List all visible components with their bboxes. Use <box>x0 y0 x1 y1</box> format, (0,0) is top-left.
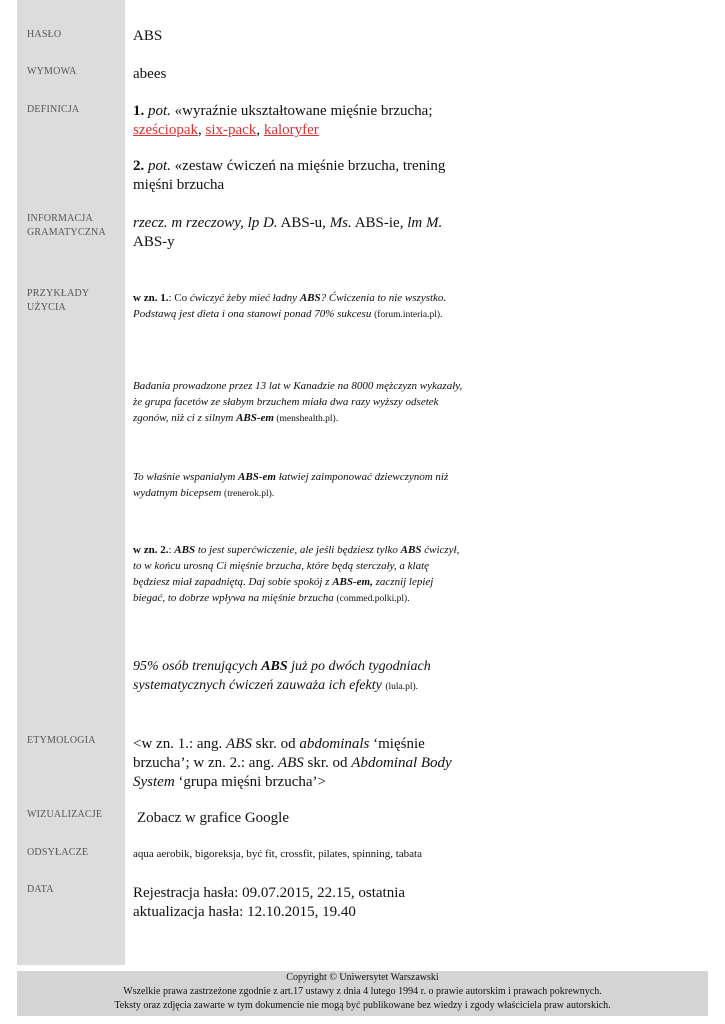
example-5 <box>133 657 473 697</box>
grammar-info <box>133 214 468 252</box>
separator: , <box>256 122 264 138</box>
example-text: ? Ćwiczenia to nie wszystko. Podstawą jest dieta i ona stanowi ponad 70% sukcesu <box>133 292 447 320</box>
example-source: (trenerok.pl). <box>224 489 275 499</box>
grammar-form: ABS-ie, <box>351 215 408 231</box>
label-line: PRZYKŁADY <box>27 288 90 299</box>
definition-1 <box>133 102 468 140</box>
example-keyword: ABS <box>400 544 422 556</box>
etymology-term: ABS <box>277 755 304 771</box>
rights-line: Teksty oraz zdjęcia zawarte w tym dokumencie nie mogą być publikowane bez wiedzy i zgody właściciela praw autorskich. <box>114 1000 611 1011</box>
headword: ABS <box>133 28 163 44</box>
example-source: (menshealth.pl). <box>273 414 339 424</box>
definition-2 <box>133 157 468 195</box>
example-4 <box>133 542 463 607</box>
label-definicja: DEFINICJA <box>27 104 80 115</box>
definition-text: «zestaw ćwiczeń na mięśnie brzucha, trening mięśni brzucha <box>133 158 446 193</box>
etymology-text: ‘grupa mięśni brzucha’> <box>174 774 326 790</box>
label-haslo: HASŁO <box>27 29 62 40</box>
definition-number: 2. <box>133 158 145 174</box>
link-six-pack[interactable]: six-pack <box>205 122 257 138</box>
label-informacja-gramatyczna <box>27 212 123 240</box>
grammar-form: ABS-u, <box>277 215 330 231</box>
label-etymologia: ETYMOLOGIA <box>27 735 96 746</box>
label-data: DATA <box>27 884 54 895</box>
example-1 <box>133 290 473 323</box>
separator: : <box>168 544 175 556</box>
example-source: (commed.polki.pl). <box>336 594 410 604</box>
pronunciation: abees <box>133 66 167 82</box>
example-text: już po dwóch tygodniach systematycznych ćwiczeń zauważa ich efekty <box>133 659 431 693</box>
example-keyword: ABS-em, <box>332 576 373 588</box>
label-line: UŻYCIA <box>27 302 66 313</box>
example-text: To właśnie wspaniałym <box>133 471 239 483</box>
label-wizualizacje: WIZUALIZACJE <box>27 809 103 820</box>
example-3 <box>133 469 473 502</box>
etymology-term: Abdominal Body System <box>133 755 452 790</box>
google-images-link[interactable]: Zobacz w grafice Google <box>137 810 290 826</box>
copyright-line: Copyright © Uniwersytet Warszawski <box>286 972 439 983</box>
example-2 <box>133 378 473 427</box>
grammar-form: ABS-y <box>133 234 175 250</box>
example-text: Co <box>174 292 190 304</box>
register-label: pot. <box>148 103 171 119</box>
etymology-text: ‘mięśnie brzucha’; w zn. 2.: ang. <box>133 736 425 771</box>
example-keyword: ABS <box>299 292 321 304</box>
etymology-text: skr. od <box>303 755 352 771</box>
example-source: (lula.pl). <box>385 682 419 692</box>
example-keyword: ABS-em <box>236 412 274 424</box>
separator: , <box>197 122 206 138</box>
rights-line: Wszelkie prawa zastrzeżone zgodnie z art.17 ustawy z dnia 4 lutego 1994 r. o prawie autorskim i prawach pokrewnych. <box>123 986 602 997</box>
label-odsylacze: ODSYŁACZE <box>27 847 89 858</box>
register-label: pot. <box>148 158 171 174</box>
example-keyword: ABS-em <box>238 471 276 483</box>
example-text: 95% osób trenujących <box>133 659 262 674</box>
example-keyword: ABS <box>174 544 196 556</box>
grammar-part: lm M. <box>407 215 443 231</box>
example-source: (forum.interia.pl). <box>374 310 443 320</box>
separator: : <box>168 292 175 304</box>
link-szesciopak[interactable]: sześciopak <box>133 122 198 138</box>
example-text: to jest superćwiczenie, ale jeśli będziesz tylko <box>195 544 401 556</box>
label-line: INFORMACJA <box>27 213 93 224</box>
example-text: ćwiczył, to w końcu urosną Ci mięśnie brzucha, które będą sterczały, a klatę będziesz miał zapadniętą. Daj sobie spokój z <box>133 544 460 588</box>
definition-text: «wyraźnie ukształtowane mięśnie brzucha; <box>174 103 433 119</box>
example-text: Badania prowadzone przez 13 lat w Kanadzie na 8000 mężczyzn wykazały, że grupa facetów ze słabym brzuchem miała dwa razy wyższy odsetek zgonów, niż ci z silnym <box>133 380 463 424</box>
grammar-part: rzecz. m rzeczowy, lp D. <box>133 215 278 231</box>
definition-number: 1. <box>133 103 145 119</box>
label-line: GRAMATYCZNA <box>27 227 106 238</box>
etymology-term: abdominals <box>299 736 370 752</box>
example-keyword: ABS <box>261 659 288 674</box>
example-text: ćwiczyć żeby mieć ładny <box>189 292 300 304</box>
example-text: zacznij lepiej biegać, to dobrze wpływa na mięśnie brzucha <box>133 576 434 604</box>
etymology <box>133 735 468 792</box>
cross-references: aqua aerobik, bigoreksja, być fit, crossfit, pilates, spinning, tabata <box>133 848 422 860</box>
sense-ref: w zn. 2. <box>133 544 169 556</box>
etymology-term: ABS <box>226 736 252 752</box>
link-kaloryfer[interactable]: kaloryfer <box>263 122 319 138</box>
grammar-part: Ms. <box>329 215 352 231</box>
footer <box>17 971 708 1016</box>
example-text: łatwiej zaimponować dziewczynom niż wydatnym bicepsem <box>133 471 449 499</box>
label-przyklady-uzycia <box>27 287 123 315</box>
label-wymowa: WYMOWA <box>27 66 77 77</box>
entry-dates: Rejestracja hasła: 09.07.2015, 22.15, ostatnia aktualizacja hasła: 12.10.2015, 19.40 <box>133 885 406 920</box>
sense-ref: w zn. 1. <box>133 292 169 304</box>
etymology-text: <w zn. 1.: ang. <box>133 736 227 752</box>
etymology-text: skr. od <box>251 736 300 752</box>
